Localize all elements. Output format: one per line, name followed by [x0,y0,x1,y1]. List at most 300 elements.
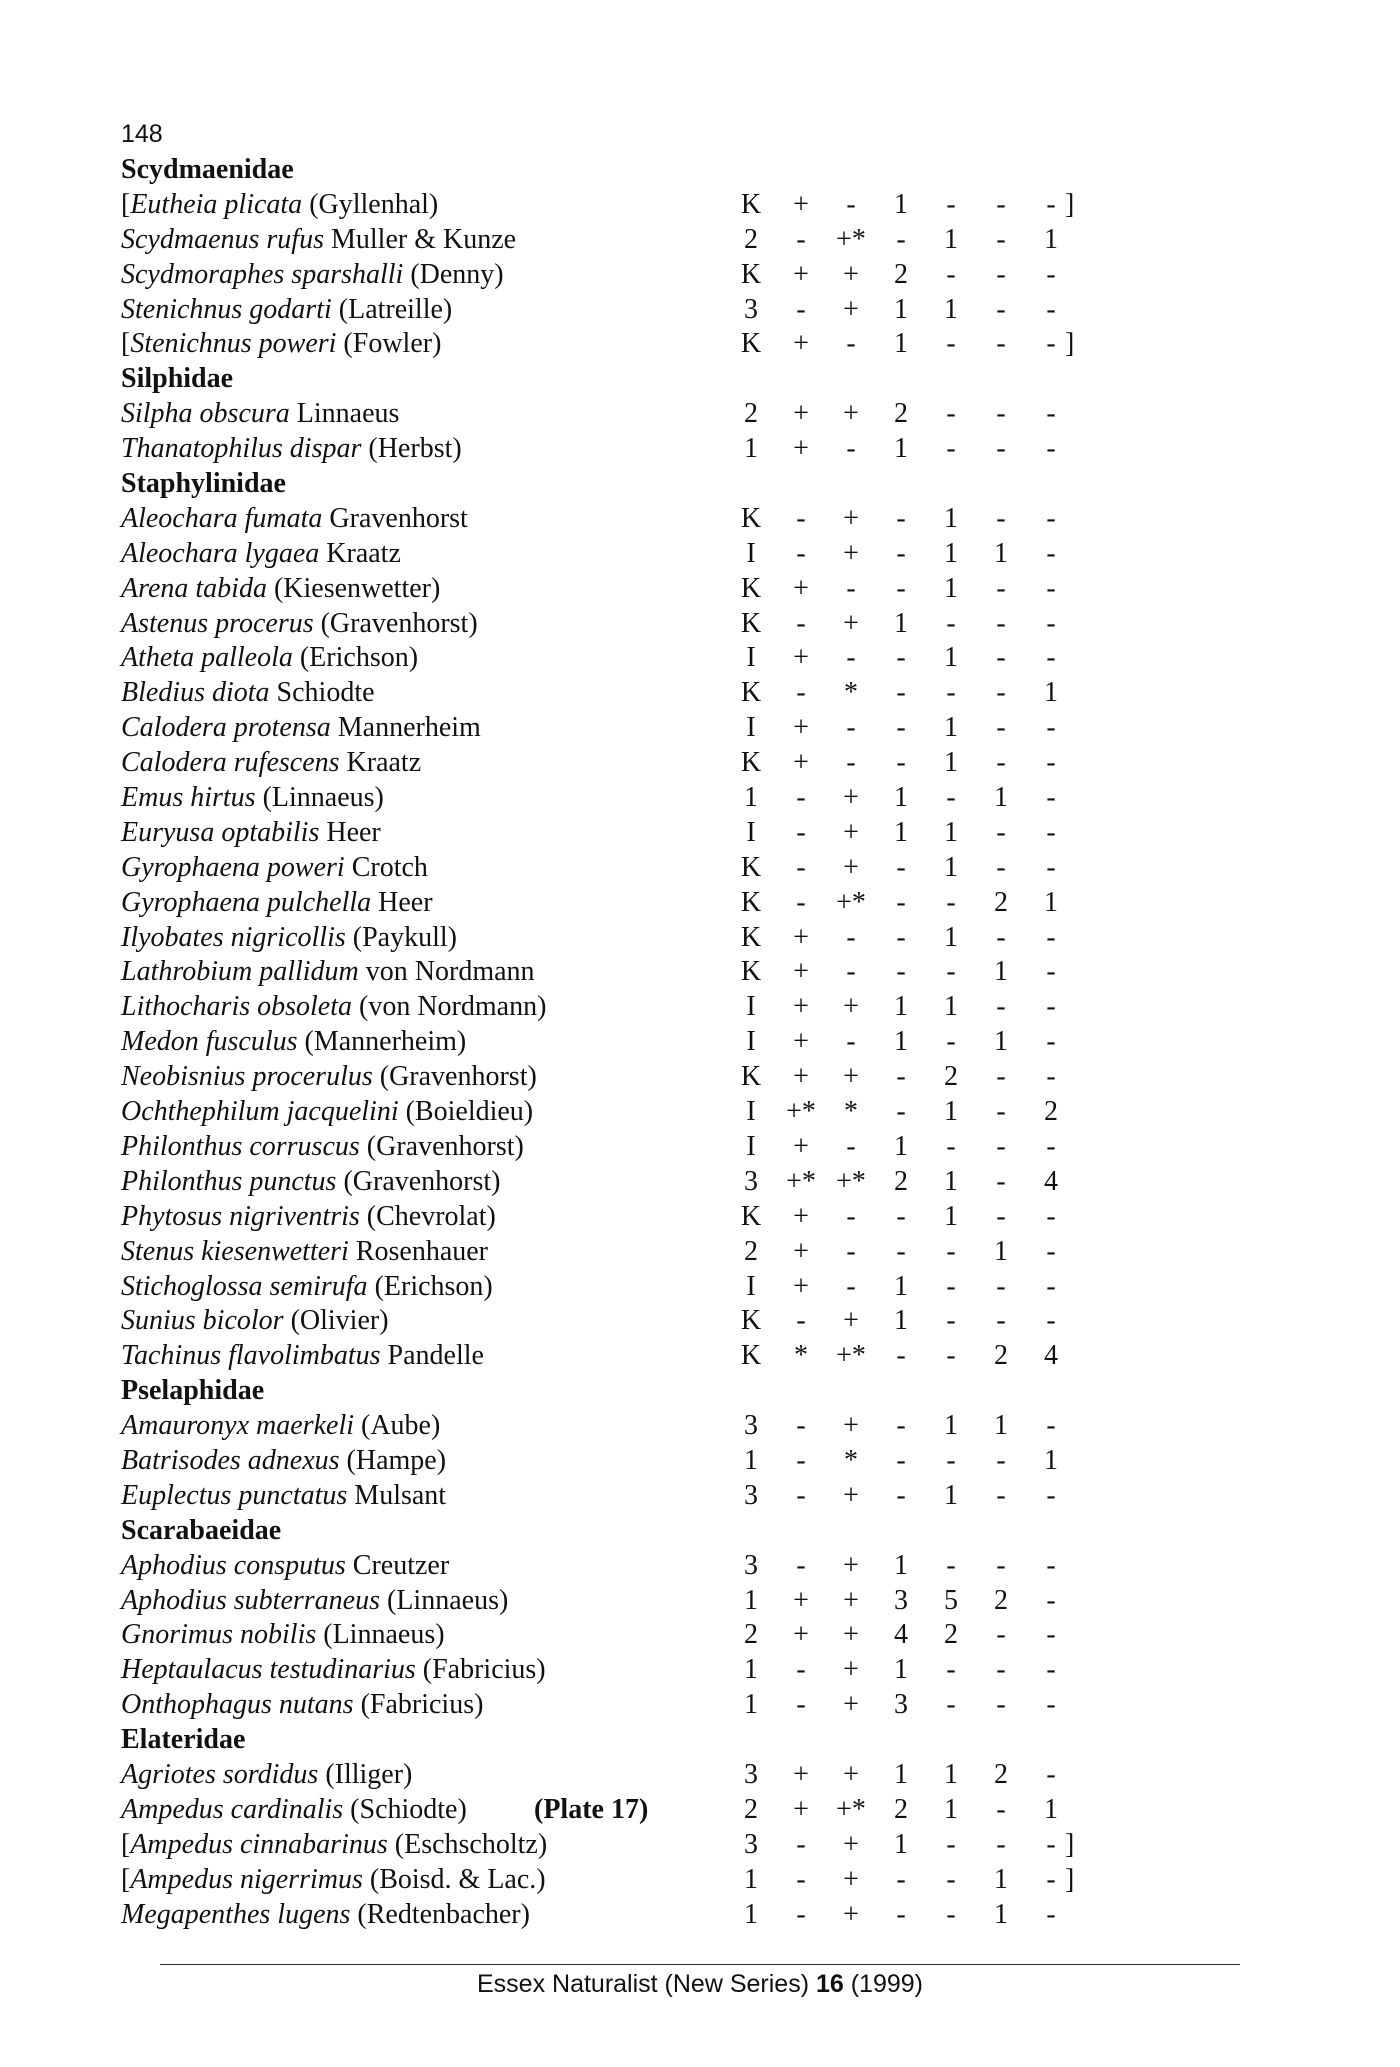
status-cell: K [740,572,762,604]
authority: (Linnaeus) [380,1584,509,1616]
status-cell: - [896,921,906,953]
status-cell: + [793,1200,809,1232]
status-cell: 1 [994,1898,1008,1930]
status-cell: - [1046,1828,1056,1860]
status-cell: + [793,956,809,988]
species-row [121,1025,1121,1060]
status-cell: - [1046,956,1056,988]
species-name [121,572,440,607]
status-cell: - [946,1689,956,1721]
status-cell: - [1046,816,1056,848]
status-cell: - [896,956,906,988]
footer [0,1970,1400,1999]
species-name [121,711,481,746]
binomial: Ampedus cinnabarinus [130,1828,388,1860]
status-cell: 3 [894,1689,908,1721]
status-cell: - [1046,1863,1056,1895]
status-cell: 1 [894,991,908,1023]
species-row [121,886,1121,921]
status-cell: - [896,1863,906,1895]
status-cell: 2 [994,1340,1008,1372]
status-cell: 1 [944,502,958,534]
status-cell: K [740,188,762,220]
status-cell: - [946,1654,956,1686]
status-cell: - [946,1863,956,1895]
status-cell: I [746,1026,756,1058]
species-row [121,432,1121,467]
status-cell: - [996,398,1006,430]
status-cell: I [746,537,756,569]
status-cell: - [1046,398,1056,430]
status-cell: 1 [1044,1444,1058,1476]
status-cell: 1 [744,1584,758,1616]
species-name [121,1095,533,1130]
status-cell: - [896,502,906,534]
status-cell: 1 [944,921,958,953]
species-row [121,711,1121,746]
authority: Heer [319,816,381,848]
binomial: Tachinus flavolimbatus [121,1340,381,1372]
status-cell: - [1046,1270,1056,1302]
species-name [121,921,457,956]
species-row [121,1270,1121,1305]
status-cell: - [946,398,956,430]
status-cell: 1 [894,188,908,220]
status-cell: 3 [744,293,758,325]
status-cell: 1 [744,1898,758,1930]
status-cell: - [1046,433,1056,465]
status-cell: - [996,747,1006,779]
binomial: Aleochara fumata [121,502,323,534]
status-cell: - [1046,572,1056,604]
status-cell: - [996,328,1006,360]
binomial: Philonthus punctus [121,1165,337,1197]
binomial: Gyrophaena poweri [121,851,345,883]
status-cell: - [1046,1410,1056,1442]
status-cell: K [740,886,762,918]
status-cell: - [896,1340,906,1372]
binomial: Stichoglossa semirufa [121,1270,368,1302]
authority: (Hampe) [339,1444,447,1476]
footer-prefix: Essex Naturalist (New Series) [476,1970,816,1998]
species-row [121,1549,1121,1584]
status-cell: 1 [894,607,908,639]
species-row [121,188,1121,223]
status-cell: 1 [894,328,908,360]
status-cell: 1 [744,782,758,814]
species-row [121,1339,1121,1374]
status-cell: 1 [894,1305,908,1337]
status-cell: - [1046,712,1056,744]
open-bracket: [ [121,188,131,220]
species-name [121,746,421,781]
authority: (Latreille) [331,293,453,325]
status-cell: + [793,1584,809,1616]
status-cell: +* [836,1793,866,1825]
status-cell: 3 [744,1828,758,1860]
status-cell: 2 [894,398,908,430]
status-cell: - [796,1828,806,1860]
authority: (Eschscholtz) [387,1828,548,1860]
status-cell: - [996,572,1006,604]
status-cell: + [793,1235,809,1267]
footer-rule [160,1964,1240,1965]
status-cell: K [740,328,762,360]
status-cell: 1 [944,747,958,779]
authority: (Gravenhorst) [313,607,478,639]
status-cell: - [1046,502,1056,534]
status-cell: - [1046,1619,1056,1651]
status-cell: - [1046,747,1056,779]
status-cell: 2 [744,398,758,430]
status-cell: K [740,258,762,290]
authority: (Gravenhorst) [359,1130,524,1162]
status-cell: + [843,1061,859,1093]
binomial: Ochthephilum jacquelini [121,1096,399,1128]
status-cell: + [843,607,859,639]
authority: (Olivier) [283,1305,389,1337]
authority: Gravenhorst [322,502,468,534]
status-cell: +* [836,1165,866,1197]
species-name [121,676,375,711]
status-cell: +* [836,1340,866,1372]
status-cell: - [1046,328,1056,360]
status-cell: + [793,921,809,953]
binomial: Ilyobates nigricollis [121,921,346,953]
status-cell: - [946,1270,956,1302]
species-row [121,746,1121,781]
authority: (Fabricius) [353,1689,484,1721]
status-cell: - [796,293,806,325]
status-cell: - [996,433,1006,465]
status-cell: I [746,1130,756,1162]
species-name [121,188,438,223]
status-cell: - [796,1410,806,1442]
species-row [121,1095,1121,1130]
status-cell: 1 [894,816,908,848]
species-name [121,432,462,467]
status-cell: - [1046,293,1056,325]
status-cell: 1 [944,851,958,883]
authority: Creutzer [345,1549,450,1581]
binomial: Ampedus cardinalis [121,1793,344,1825]
status-cell: * [844,1096,858,1128]
status-cell: - [1046,1200,1056,1232]
status-cell: I [746,1270,756,1302]
species-name [121,1688,483,1723]
status-cell: - [1046,1689,1056,1721]
status-cell: - [846,747,856,779]
binomial: Euryusa optabilis [121,816,320,848]
status-cell: - [996,677,1006,709]
status-cell: - [896,1410,906,1442]
status-cell: - [896,1096,906,1128]
status-cell: + [843,1828,859,1860]
status-cell: 1 [894,1130,908,1162]
status-cell: - [1046,1130,1056,1162]
family-heading: Staphylinidae [121,468,286,500]
status-cell: 1 [944,1479,958,1511]
status-cell: - [796,851,806,883]
page-number: 148 [121,120,163,148]
status-cell: + [843,1410,859,1442]
status-cell: - [796,1689,806,1721]
binomial: Aleochara lygaea [121,537,320,569]
status-cell: 3 [744,1549,758,1581]
status-cell: - [946,886,956,918]
species-name [121,1025,466,1060]
species-row [121,921,1121,956]
binomial: Gnorimus nobilis [121,1619,317,1651]
status-cell: + [793,398,809,430]
status-cell: - [996,1793,1006,1825]
status-cell: - [996,1270,1006,1302]
species-row [121,641,1121,676]
status-cell: - [996,293,1006,325]
binomial: Astenus procerus [121,607,314,639]
status-cell: - [996,712,1006,744]
species-name [121,537,401,572]
status-cell: 1 [1044,1793,1058,1825]
status-cell: 2 [744,1619,758,1651]
status-cell: - [946,1444,956,1476]
status-cell: 2 [744,1793,758,1825]
status-cell: - [896,747,906,779]
status-cell: - [946,1828,956,1860]
status-cell: 1 [744,1689,758,1721]
status-cell: - [846,642,856,674]
status-cell: - [896,1444,906,1476]
species-row [121,816,1121,851]
status-cell: - [896,851,906,883]
species-name [121,1863,546,1898]
binomial: Calodera rufescens [121,747,340,779]
status-cell: - [996,1305,1006,1337]
authority: (Fowler) [336,328,442,360]
binomial: Medon fusculus [121,1026,298,1058]
binomial: Euplectus punctatus [121,1479,348,1511]
status-cell: K [740,1340,762,1372]
species-name [121,607,478,642]
species-name [121,1793,467,1828]
species-row [121,1444,1121,1479]
species-row [121,397,1121,432]
species-row [121,1200,1121,1235]
species-name [121,1409,440,1444]
species-row [121,293,1121,328]
status-cell: 1 [744,1444,758,1476]
species-name [121,223,516,258]
species-name [121,327,441,362]
status-cell: - [846,921,856,953]
status-cell: - [996,1165,1006,1197]
authority: (Schiodte) [343,1793,467,1825]
species-name [121,258,504,293]
status-cell: * [844,1444,858,1476]
authority: (Linnaeus) [316,1619,445,1651]
authority: (Mannerheim) [297,1026,467,1058]
status-cell: + [843,782,859,814]
status-cell: 4 [894,1619,908,1651]
status-cell: - [846,1026,856,1058]
status-cell: 1 [994,1863,1008,1895]
species-row [121,1898,1121,1933]
status-cell: - [996,642,1006,674]
status-cell: - [846,433,856,465]
status-cell: - [896,1200,906,1232]
status-cell: - [996,816,1006,848]
status-cell: 1 [944,1410,958,1442]
status-cell: - [1046,782,1056,814]
status-cell: + [793,572,809,604]
binomial: Batrisodes adnexus [121,1444,340,1476]
status-cell: 1 [944,1096,958,1128]
status-cell: I [746,1096,756,1128]
status-cell: 1 [994,956,1008,988]
binomial: Neobisnius procerulus [121,1061,373,1093]
species-row [121,572,1121,607]
species-row [121,781,1121,816]
authority: Pandelle [380,1340,484,1372]
status-cell: 1 [1044,223,1058,255]
status-cell: - [946,1130,956,1162]
authority: (Chevrolat) [359,1200,496,1232]
status-cell: + [793,1130,809,1162]
status-cell: - [846,1270,856,1302]
binomial: Philonthus corruscus [121,1130,360,1162]
status-cell: I [746,816,756,848]
status-cell: K [740,956,762,988]
status-cell: 1 [994,1026,1008,1058]
status-cell: +* [836,886,866,918]
status-cell: - [796,1863,806,1895]
status-cell: - [946,956,956,988]
status-cell: - [996,1828,1006,1860]
species-name [121,1618,445,1653]
authority: (Paykull) [345,921,457,953]
status-cell: 1 [994,1410,1008,1442]
species-row [121,607,1121,642]
status-cell: - [896,572,906,604]
binomial: Bledius diota [121,677,270,709]
status-cell: 2 [744,1235,758,1267]
status-cell: - [796,782,806,814]
status-cell: - [996,607,1006,639]
status-cell: 1 [894,1026,908,1058]
authority: (Boieldieu) [398,1096,534,1128]
binomial: Aphodius consputus [121,1549,346,1581]
status-cell: - [946,1340,956,1372]
status-cell: - [846,572,856,604]
authority: (von Nordmann) [352,991,547,1023]
species-name [121,397,399,432]
status-cell: - [1046,1061,1056,1093]
status-cell: - [896,223,906,255]
status-cell: + [843,537,859,569]
binomial: Sunius bicolor [121,1305,284,1337]
species-name [121,1304,389,1339]
status-cell: - [796,1898,806,1930]
status-cell: - [946,1305,956,1337]
status-cell: 1 [944,293,958,325]
status-cell: - [896,712,906,744]
close-bracket: ] [1065,188,1075,220]
status-cell: + [793,1793,809,1825]
species-row [121,1758,1121,1793]
authority: (Erichson) [367,1270,493,1302]
species-row [121,258,1121,293]
species-row [121,327,1121,362]
status-cell: 1 [944,1165,958,1197]
status-cell: 1 [894,1549,908,1581]
status-cell: 2 [994,886,1008,918]
status-cell: 2 [994,1584,1008,1616]
authority: Mannerheim [330,712,481,744]
status-cell: + [793,188,809,220]
status-cell: K [740,677,762,709]
species-name [121,1653,546,1688]
status-cell: - [846,712,856,744]
status-cell: I [746,991,756,1023]
binomial: Calodera protensa [121,712,331,744]
binomial: Arena tabida [121,572,267,604]
status-cell: - [996,258,1006,290]
status-cell: K [740,502,762,534]
species-row [121,1828,1121,1863]
species-row [121,955,1121,990]
authority: von Nordmann [358,956,535,988]
status-cell: - [996,1061,1006,1093]
status-cell: - [1046,1654,1056,1686]
status-cell: - [996,851,1006,883]
authority: Kraatz [339,747,422,779]
status-cell: 1 [744,1863,758,1895]
status-cell: - [796,677,806,709]
species-name [121,293,452,328]
status-cell: 1 [944,1758,958,1790]
authority: Muller & Kunze [323,223,517,255]
status-cell: - [1046,1235,1056,1267]
status-cell: - [1046,258,1056,290]
binomial: Scydmaenus rufus [121,223,324,255]
status-cell: 3 [744,1410,758,1442]
status-cell: K [740,851,762,883]
close-bracket: ] [1065,328,1075,360]
status-cell: 3 [744,1758,758,1790]
status-cell: - [1046,607,1056,639]
binomial: Phytosus nigriventris [121,1200,360,1232]
status-cell: - [796,886,806,918]
status-cell: - [946,1898,956,1930]
authority: (Fabricius) [415,1654,546,1686]
authority: (Boisd. & Lac.) [362,1863,546,1895]
status-cell: 1 [944,572,958,604]
authority: Heer [371,886,433,918]
species-name [121,1060,537,1095]
species-name [121,851,428,886]
status-cell: + [793,1619,809,1651]
authority: (Erichson) [292,642,419,674]
binomial: Stenichnus godarti [121,293,332,325]
status-cell: - [846,1130,856,1162]
authority: Linnaeus [289,398,400,430]
species-row [121,1304,1121,1339]
binomial: Scydmoraphes sparshalli [121,258,404,290]
species-name [121,1898,530,1933]
species-name [121,1549,449,1584]
family-heading: Scarabaeidae [121,1514,282,1546]
status-cell: - [846,956,856,988]
